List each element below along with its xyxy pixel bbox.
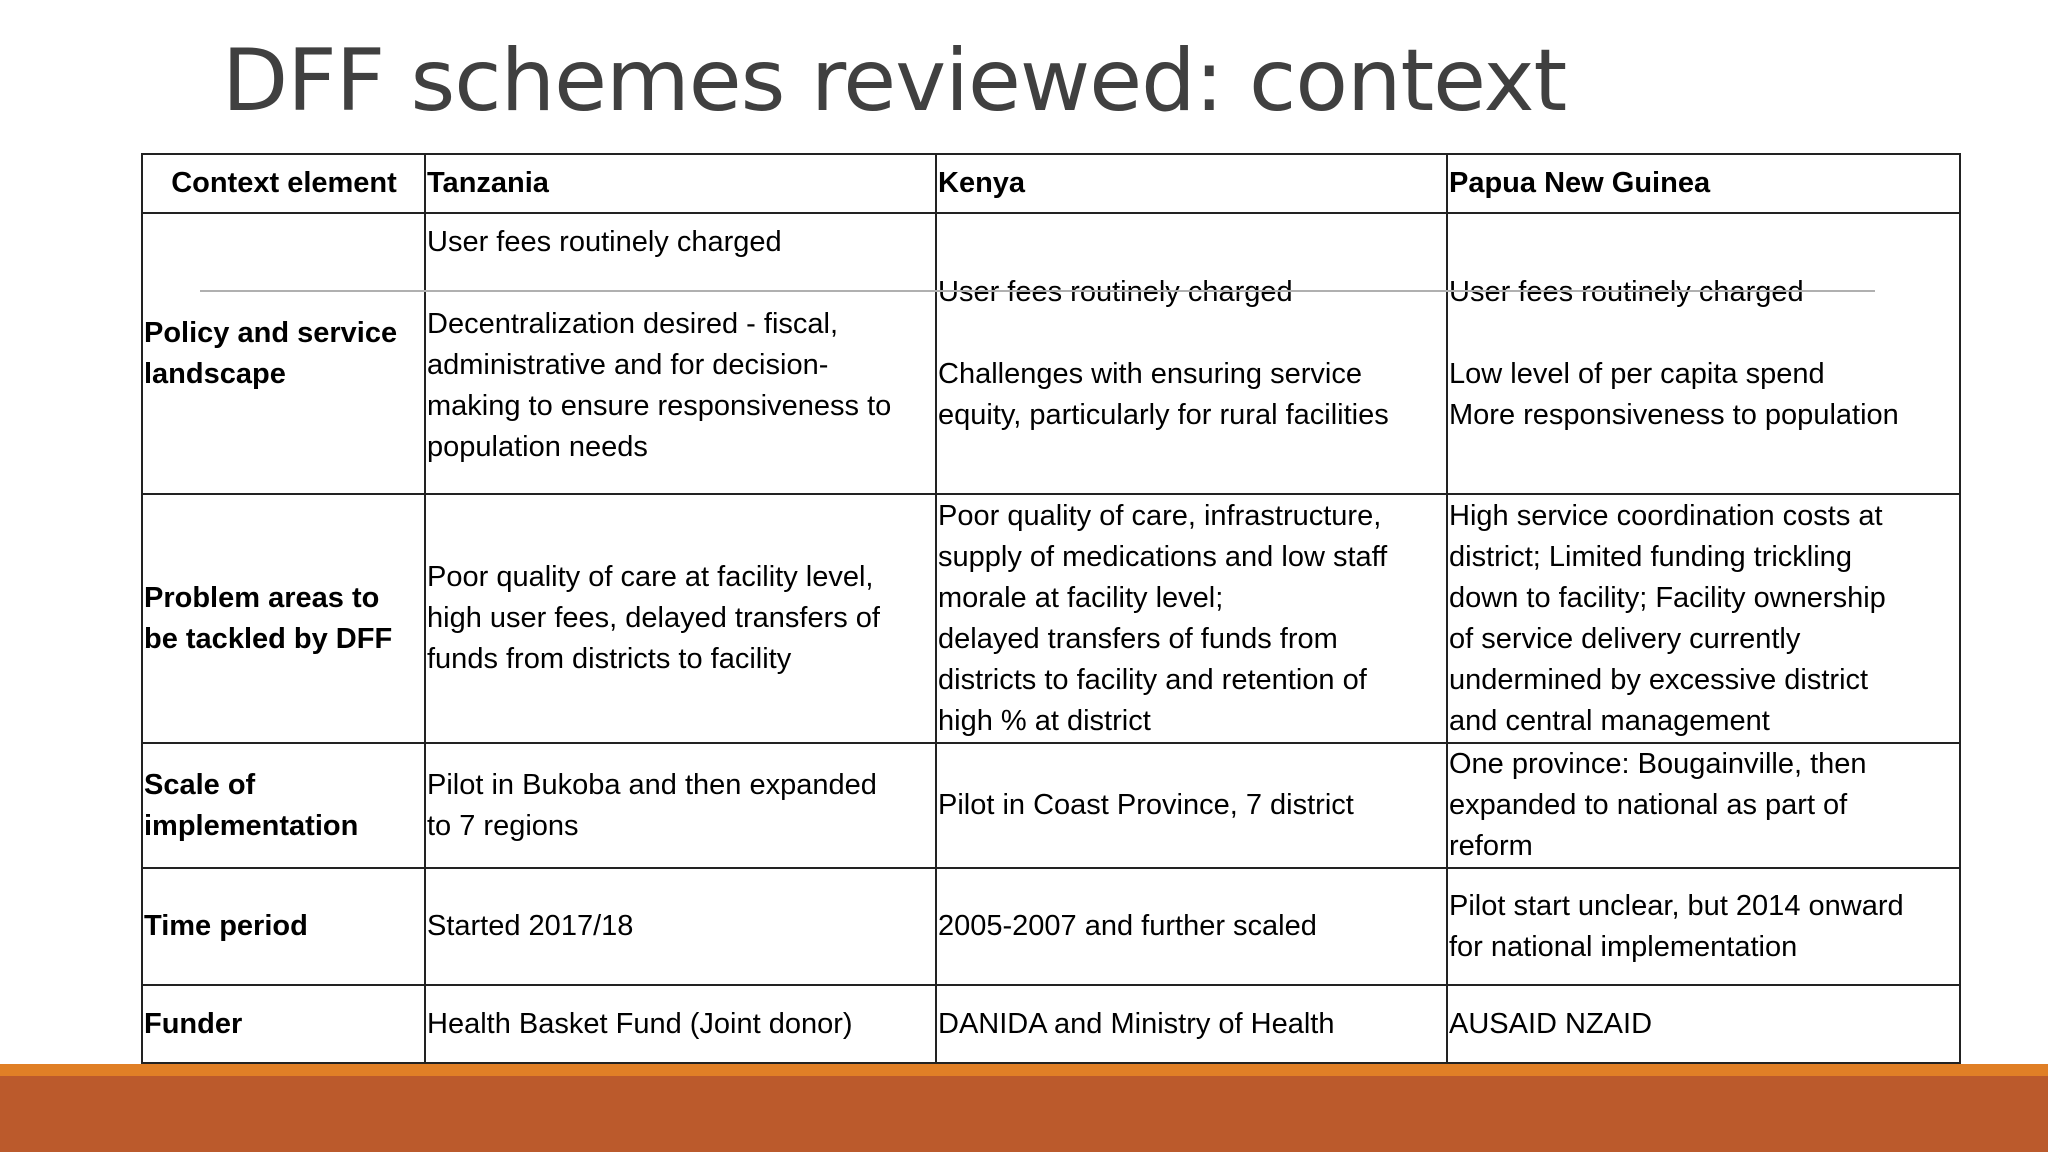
cell-text-line: high % at district	[938, 704, 1151, 737]
cell-text-line: landscape	[144, 357, 286, 390]
cell-text-line: Poor quality of care at facility level,	[427, 561, 874, 593]
cell-problem-areas-papua-new-guinea	[1447, 494, 1960, 743]
cell-text-line: Poor quality of care, infrastructure,	[938, 499, 1382, 532]
cell-text-line: district; Limited funding trickling	[1449, 540, 1852, 573]
cell-text-line	[1449, 313, 1959, 354]
cell-text-line: 2005-2007 and further scaled	[938, 910, 1317, 942]
cell-text-line: Scale of	[144, 768, 256, 801]
cell-text-line: administrative and for decision-	[427, 349, 829, 381]
table-row-problem-areas	[142, 494, 1960, 743]
table-row-scale-of-implementation	[142, 743, 1960, 868]
cell-text-line: population needs	[427, 431, 648, 463]
cell-problem-areas-tanzania	[425, 494, 936, 743]
cell-text-line: Pilot start unclear, but 2014 onward	[1449, 889, 1904, 922]
cell-text-line: be tackled by DFF	[144, 622, 393, 655]
cell-text-line: Decentralization desired - fiscal,	[427, 308, 839, 340]
cell-text-line: for national implementation	[1449, 930, 1798, 963]
cell-text-line: implementation	[144, 809, 359, 842]
cell-text-line: DANIDA and Ministry of Health	[938, 1007, 1335, 1040]
cell-text-line: AUSAID NZAID	[1449, 1007, 1653, 1040]
cell-funder-tanzania	[425, 985, 936, 1063]
cell-funder-row-label	[142, 985, 425, 1063]
cell-time-period-row-label	[142, 868, 425, 985]
slide-title: DFF schemes reviewed: context	[222, 31, 1567, 131]
header-papua-new-guinea: Papua New Guinea	[1447, 154, 1960, 213]
cell-text-line: expanded to national as part of	[1449, 789, 1848, 821]
cell-scale-of-implementation-tanzania	[425, 743, 936, 868]
cell-text-line: making to ensure responsiveness to	[427, 390, 892, 422]
table-row-funder	[142, 985, 1960, 1063]
cell-text-line: More responsiveness to population	[1449, 398, 1899, 431]
cell-text-line: funds from districts to facility	[427, 643, 792, 675]
cell-policy-service-landscape-row-label	[142, 213, 425, 494]
cell-text-line: of service delivery currently	[1449, 622, 1801, 655]
cell-text-line: User fees routinely charged	[1449, 275, 1804, 308]
cell-text-line	[427, 263, 935, 304]
cell-text-line	[938, 313, 1446, 354]
cell-text-line: undermined by excessive district	[1449, 663, 1869, 696]
cell-problem-areas-kenya	[936, 494, 1447, 743]
cell-scale-of-implementation-kenya	[936, 743, 1447, 868]
table-row-policy-service-landscape	[142, 213, 1960, 494]
cell-text-line: Pilot in Bukoba and then expanded	[427, 768, 877, 801]
cell-text-line: and central management	[1449, 704, 1770, 737]
footer-band	[0, 1076, 2048, 1152]
cell-text-line: Started 2017/18	[427, 910, 634, 942]
cell-funder-papua-new-guinea	[1447, 985, 1960, 1063]
cell-time-period-tanzania	[425, 868, 936, 985]
cell-text-line: delayed transfers of funds from	[938, 622, 1338, 655]
strikethrough-line	[200, 290, 1875, 292]
header-row	[142, 154, 1960, 213]
cell-text-line: Pilot in Coast Province, 7 district	[938, 789, 1354, 821]
footer-accent-band	[0, 1064, 2048, 1076]
cell-text-line: Low level of per capita spend	[1449, 357, 1825, 390]
cell-text-line: Health Basket Fund (Joint donor)	[427, 1007, 853, 1040]
cell-text-line: districts to facility and retention of	[938, 663, 1367, 696]
cell-text-line: supply of medications and low staff	[938, 540, 1388, 573]
cell-policy-service-landscape-tanzania	[425, 213, 936, 494]
cell-text-line: Time period	[144, 910, 308, 942]
cell-funder-kenya	[936, 985, 1447, 1063]
cell-text-line: down to facility; Facility ownership	[1449, 581, 1886, 614]
cell-time-period-kenya	[936, 868, 1447, 985]
cell-text-line: high user fees, delayed transfers of	[427, 602, 880, 634]
cell-policy-service-landscape-kenya	[936, 213, 1447, 494]
cell-text-line: User fees routinely charged	[938, 275, 1293, 308]
header-kenya: Kenya	[936, 154, 1447, 213]
cell-scale-of-implementation-row-label	[142, 743, 425, 868]
cell-text-line: User fees routinely charged	[427, 226, 782, 258]
cell-text-line: High service coordination costs at	[1449, 499, 1883, 532]
cell-policy-service-landscape-papua-new-guinea	[1447, 213, 1960, 494]
header-tanzania: Tanzania	[425, 154, 936, 213]
cell-scale-of-implementation-papua-new-guinea	[1447, 743, 1960, 868]
table-row-time-period	[142, 868, 1960, 985]
cell-text-line: Challenges with ensuring service	[938, 357, 1362, 390]
cell-text-line: morale at facility level;	[938, 581, 1224, 614]
cell-text-line: Policy and service	[144, 316, 398, 349]
cell-text-line: One province: Bougainville, then	[1449, 748, 1867, 780]
cell-problem-areas-row-label	[142, 494, 425, 743]
cell-text-line: equity, particularly for rural facilities	[938, 398, 1389, 431]
cell-text-line: reform	[1449, 830, 1533, 862]
cell-text-line: to 7 regions	[427, 809, 579, 842]
header-context-element: Context element	[142, 154, 425, 213]
cell-time-period-papua-new-guinea	[1447, 868, 1960, 985]
cell-text-line: Funder	[144, 1007, 243, 1040]
cell-text-line: Problem areas to	[144, 581, 380, 614]
